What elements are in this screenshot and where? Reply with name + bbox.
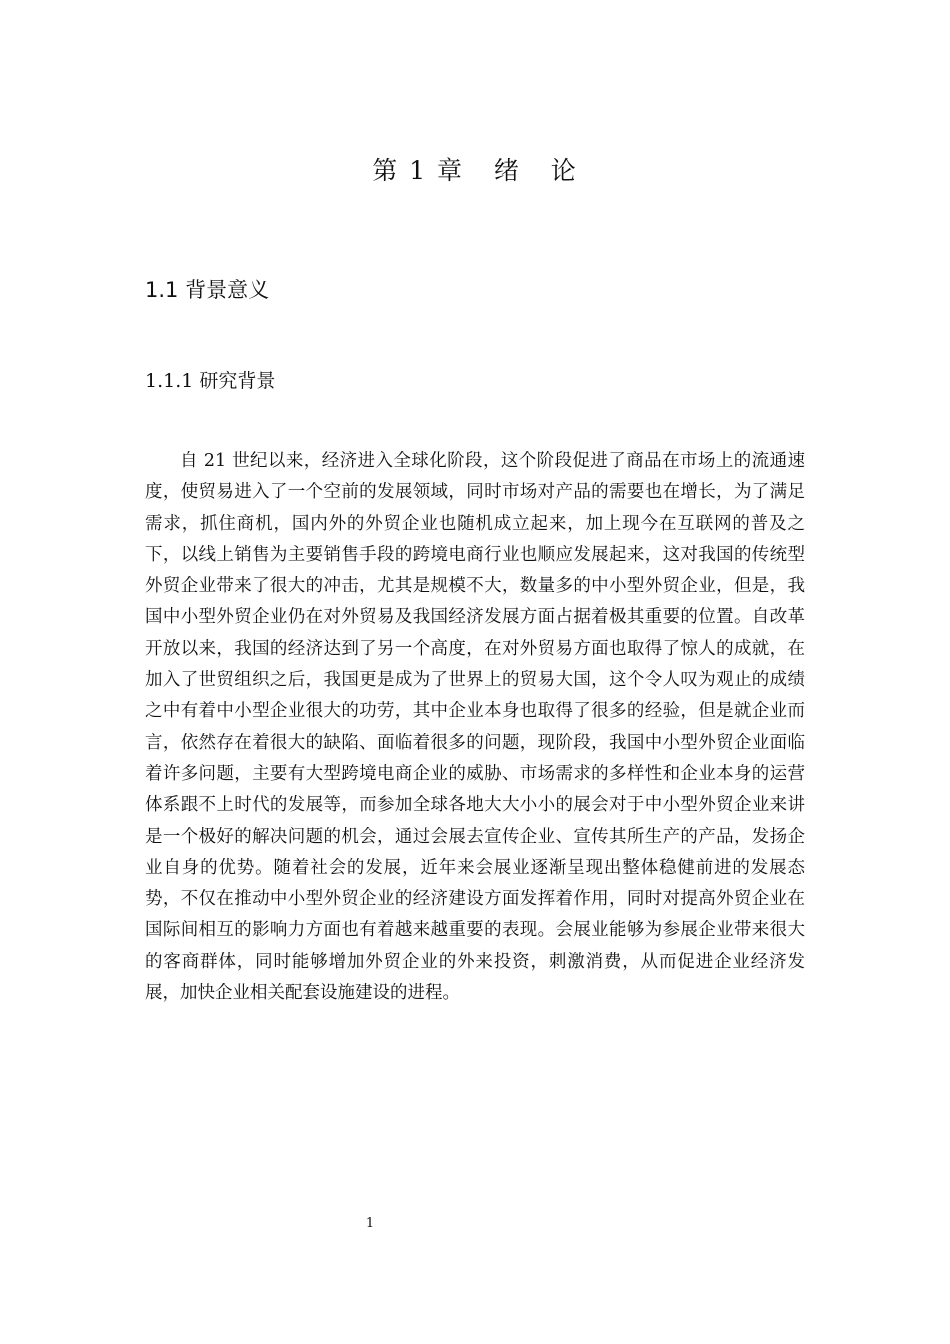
page-number: 1: [365, 1216, 375, 1231]
section-heading: 1.1 背景意义: [145, 278, 270, 302]
body-paragraph: 自 21 世纪以来，经济进入全球化阶段，这个阶段促进了商品在市场上的流通速度，使贸易进入了一个空前的发展领域，同时市场对产品的需要也在增长，为了满足需求，抓住商机，国内外的外贸企业也随机成立起来，加上现今在互联网的普及之下，以线上销售为主要销售手段的跨境电商行业也顺应发展起来，这对我国的传统型外贸企业带来了很大的冲击，尤其是规模不大，数量多的中小型外贸企业，但是，我国中小型外贸企业仍在对外贸易及我国经济发展方面占据着极其重要的位置。自改革开放以来，我国的经济达到了另一个高度，在对外贸易方面也取得了惊人的成就，在加入了世贸组织之后，我国更是成为了世界上的贸易大国，这个令人叹为观止的成绩之中有着中小型企业很大的功劳，其中企业本身也取得了很多的经验，但是就企业而言，依然存在着很大的缺陷、面临着很多的问题，现阶段，我国中小型外贸企业面临着许多问题，主要有大型跨境电商企业的威胁、市场需求的多样性和企业本身的运营体系跟不上时代的发展等，而参加全球各地大大小小的展会对于中小型外贸企业来讲是一个极好的解决问题的机会，通过会展去宣传企业、宣传其所生产的产品，发扬企业自身的优势。随着社会的发展，近年来会展业逐渐呈现出整体稳健前进的发展态势，不仅在推动中小型外贸企业的经济建设方面发挥着作用，同时对提高外贸企业在国际间相互的影响力方面也有着越来越重要的表现。会展业能够为参展企业带来很大的客商群体，同时能够增加外贸企业的外来投资，刺激消费，从而促进企业经济发展，加快企业相关配套设施建设的进程。: [145, 451, 805, 1004]
chapter-title: 第 1 章 绪 论: [372, 156, 578, 185]
subsection-heading: 1.1.1 研究背景: [145, 370, 276, 392]
